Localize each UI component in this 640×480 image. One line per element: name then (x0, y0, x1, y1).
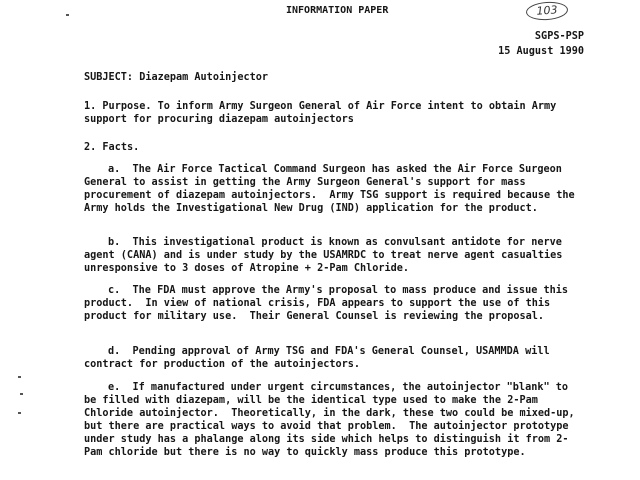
document-date: 15 August 1990 (498, 46, 584, 57)
paragraph-d: d. Pending approval of Army TSG and FDA's General Counsel, USAMMDA will contract for production of the autoinjectors. (84, 346, 556, 370)
document-title: INFORMATION PAPER (286, 5, 389, 16)
paragraph-a: a. The Air Force Tactical Command Surgeon has asked the Air Force Surgeon General to assist in getting the Army Surgeon General's support for mass procurement of diazepam autoinjectors. Army TSG support is required because the Army holds the Investigational New Drug (IND) application for the product. (84, 164, 581, 214)
section-heading: Facts. (102, 142, 140, 153)
subject-text: Diazepam Autoinjector (139, 72, 269, 83)
section-purpose (84, 100, 584, 126)
section-number: 2. (84, 142, 97, 153)
scan-mark (18, 412, 21, 414)
subject-line (84, 71, 268, 84)
scan-mark (66, 14, 69, 16)
section-facts (84, 141, 584, 154)
section-heading: Purpose. (102, 101, 152, 112)
office-symbol: SGPS-PSP (534, 31, 584, 42)
paragraph-e: e. If manufactured under urgent circumstances, the autoinjector "blank" to be filled with diazepam, will be the identical type used to make the 2-Pam Chloride autoinjector. Theoretically, in the dark, these two could be mixed-up, but there are practical ways to avoid that problem. The autoinjector prototype under study has a phalange along its side which helps to distinguish it from 2-Pam chloride but there is no way to quickly mass produce this prototype. (84, 382, 581, 458)
scan-mark (18, 376, 21, 378)
section-number: 1. (84, 101, 97, 112)
page-number: 103 (525, 1, 568, 22)
paragraph-c: c. The FDA must approve the Army's proposal to mass produce and issue this product. In view of national crisis, FDA appears to support the use of this product for military use. Their General Counsel is reviewing the proposal. (84, 285, 575, 322)
section-text: To inform Army Surgeon General of Air Force intent to obtain Army support for procuring diazepam autoinjectors (84, 101, 557, 125)
subject-label: SUBJECT: (84, 72, 134, 83)
scan-mark (20, 393, 23, 395)
paragraph-b: b. This investigational product is known as convulsant antidote for nerve agent (CANA) and is under study by the USAMRDC to treat nerve agent casualties unresponsive to 3 doses of Atropine + 2-Pam Chloride. (84, 237, 569, 274)
